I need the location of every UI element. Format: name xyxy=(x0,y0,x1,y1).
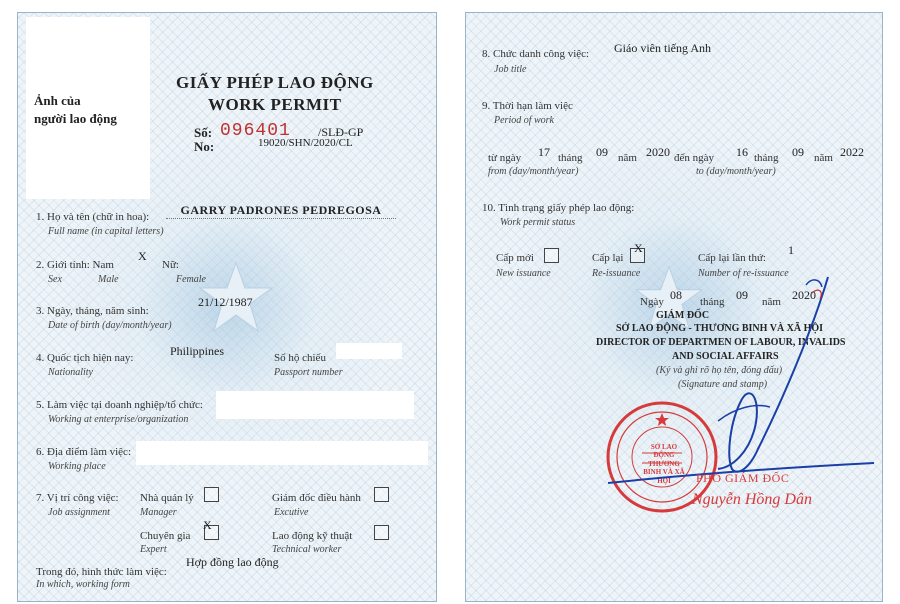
full-name-value: GARRY PADRONES PEDREGOSA xyxy=(166,203,396,219)
field4-label-en: Nationality xyxy=(48,367,93,378)
manager-label-en: Manager xyxy=(140,507,177,518)
photo-caption-line2: người lao động xyxy=(34,111,117,126)
department-vi: SỞ LAO ĐỘNG - THƯƠNG BINH VÀ XÃ HỘI xyxy=(616,323,824,334)
male-label-en: Male xyxy=(98,274,119,285)
form-value: Hợp đồng lao động xyxy=(186,555,279,569)
number-sub: 19020/SHN/2020/CL xyxy=(258,137,353,149)
enterprise-redaction xyxy=(216,391,414,419)
field8-label-vi: 8. Chức danh công việc: xyxy=(482,48,590,60)
issue-year: 2020 xyxy=(792,288,816,302)
to-month-label: tháng xyxy=(754,152,779,164)
to-month: 09 xyxy=(792,145,804,159)
field10-label-vi: 10. Tình trạng giấy phép lao động: xyxy=(482,202,635,214)
to-year-label: năm xyxy=(814,152,833,164)
expert-mark: X xyxy=(203,518,212,532)
nationality-value: Philippines xyxy=(170,344,225,358)
technical-label-en: Technical worker xyxy=(272,544,342,555)
field6-label-vi: 6. Địa điểm làm việc: xyxy=(36,446,131,458)
from-month-label: tháng xyxy=(558,152,583,164)
from-month: 09 xyxy=(596,145,608,159)
new-issuance-checkbox xyxy=(544,248,559,263)
form-label-en: In which, working form xyxy=(36,579,130,590)
technical-checkbox xyxy=(374,525,389,540)
passport-redaction xyxy=(336,343,402,359)
number-suffix: /SLĐ-GP xyxy=(318,125,364,139)
field1-label-en: Full name (in capital letters) xyxy=(48,226,164,237)
permit-number: 096401 xyxy=(220,121,291,141)
manager-label-vi: Nhà quản lý xyxy=(140,492,194,504)
to-day: 16 xyxy=(736,145,748,159)
dob-value: 21/12/1987 xyxy=(198,295,253,309)
reissue-count: 1 xyxy=(788,243,794,257)
from-year: 2020 xyxy=(646,145,670,159)
from-year-label: năm xyxy=(618,152,637,164)
from-day: 17 xyxy=(538,145,550,159)
issue-month-label: tháng xyxy=(700,296,725,308)
so-label: Số: xyxy=(194,125,213,140)
expert-label-en: Expert xyxy=(140,544,167,555)
field3-label-vi: 3. Ngày, tháng, năm sinh: xyxy=(36,305,149,317)
department-en-line2: AND SOCIAL AFFAIRS xyxy=(672,351,779,362)
signature-icon xyxy=(606,271,878,491)
field1-label-vi: 1. Họ và tên (chữ in hoa): xyxy=(36,211,150,223)
new-issuance-label-vi: Cấp mới xyxy=(496,252,534,264)
deputy-director-title: PHÓ GIÁM ĐỐC xyxy=(696,471,790,485)
field8-label-en: Job title xyxy=(494,64,527,75)
field7-label-en: Job assignment xyxy=(48,507,110,518)
department-en-line1: DIRECTOR OF DEPARTMEN OF LABOUR, INVALIDS xyxy=(596,337,846,348)
photo-caption-line1: Ảnh của xyxy=(34,93,81,108)
issue-month: 09 xyxy=(736,288,748,302)
field2-label-en: Sex xyxy=(48,274,62,285)
field6-label-en: Working place xyxy=(48,461,106,472)
reissuance-label-en: Re-issuance xyxy=(592,268,641,279)
form-label-vi: Trong đó, hình thức làm việc: xyxy=(36,566,167,578)
sex-mark: X xyxy=(138,249,147,263)
technical-label-vi: Lao động kỹ thuật xyxy=(272,530,353,542)
female-label-en: Female xyxy=(176,274,206,285)
field5-label-vi: 5. Làm việc tại doanh nghiệp/tổ chức: xyxy=(36,399,203,411)
passport-label-vi: Số hộ chiếu xyxy=(274,352,326,364)
field4-label-vi: 4. Quốc tịch hiện nay: xyxy=(36,352,134,364)
executive-label-en: Excutive xyxy=(274,507,309,518)
permit-right-page xyxy=(465,12,883,602)
signature-instruction-vi: (Ký và ghi rõ họ tên, đóng dấu) xyxy=(656,365,783,376)
permit-left-page xyxy=(17,12,437,602)
field9-label-en: Period of work xyxy=(494,115,554,126)
expert-label-vi: Chuyên gia xyxy=(140,530,191,542)
field7-label-vi: 7. Vị trí công việc: xyxy=(36,492,119,504)
field3-label-en: Date of birth (day/month/year) xyxy=(48,320,172,331)
passport-label-en: Passport number xyxy=(274,367,343,378)
no-label: No: xyxy=(194,139,215,154)
date-label-vi: Ngày xyxy=(640,296,664,308)
field9-label-vi: 9. Thời hạn làm việc xyxy=(482,100,573,112)
to-label-en: to (day/month/year) xyxy=(696,166,776,177)
reissue-count-label-vi: Cấp lại lần thứ: xyxy=(698,252,766,264)
workplace-redaction xyxy=(136,441,428,465)
field2-label-vi: 2. Giới tính: Nam xyxy=(36,259,114,271)
director-title: GIÁM ĐỐC xyxy=(656,310,710,321)
title-en: WORK PERMIT xyxy=(208,95,342,114)
manager-checkbox xyxy=(204,487,219,502)
to-year: 2022 xyxy=(840,145,864,159)
reissue-count-label-en: Number of re-issuance xyxy=(698,268,789,279)
from-label-en: from (day/month/year) xyxy=(488,166,579,177)
from-label-vi: từ ngày xyxy=(488,152,522,164)
executive-label-vi: Giám đốc điều hành xyxy=(272,492,361,504)
signer-name: Nguyễn Hồng Dân xyxy=(692,491,812,508)
issue-day: 08 xyxy=(670,288,682,302)
title-vi: GIẤY PHÉP LAO ĐỘNG xyxy=(176,73,374,92)
signature-instruction-en: (Signature and stamp) xyxy=(678,379,768,390)
job-title-value: Giáo viên tiếng Anh xyxy=(614,41,711,55)
reissuance-label-vi: Cấp lại xyxy=(592,252,624,264)
field10-label-en: Work permit status xyxy=(500,217,576,228)
executive-checkbox xyxy=(374,487,389,502)
to-label-vi: đến ngày xyxy=(674,152,715,164)
new-issuance-label-en: New issuance xyxy=(496,268,551,279)
female-label-vi: Nữ: xyxy=(162,259,179,271)
reissuance-mark: X xyxy=(634,241,643,255)
field5-label-en: Working at enterprise/organization xyxy=(48,414,189,425)
issue-year-label: năm xyxy=(762,296,781,308)
stamp-text: SỞ LAO ĐỘNG THƯƠNG BINH VÀ XÃ HỘI xyxy=(643,443,685,485)
